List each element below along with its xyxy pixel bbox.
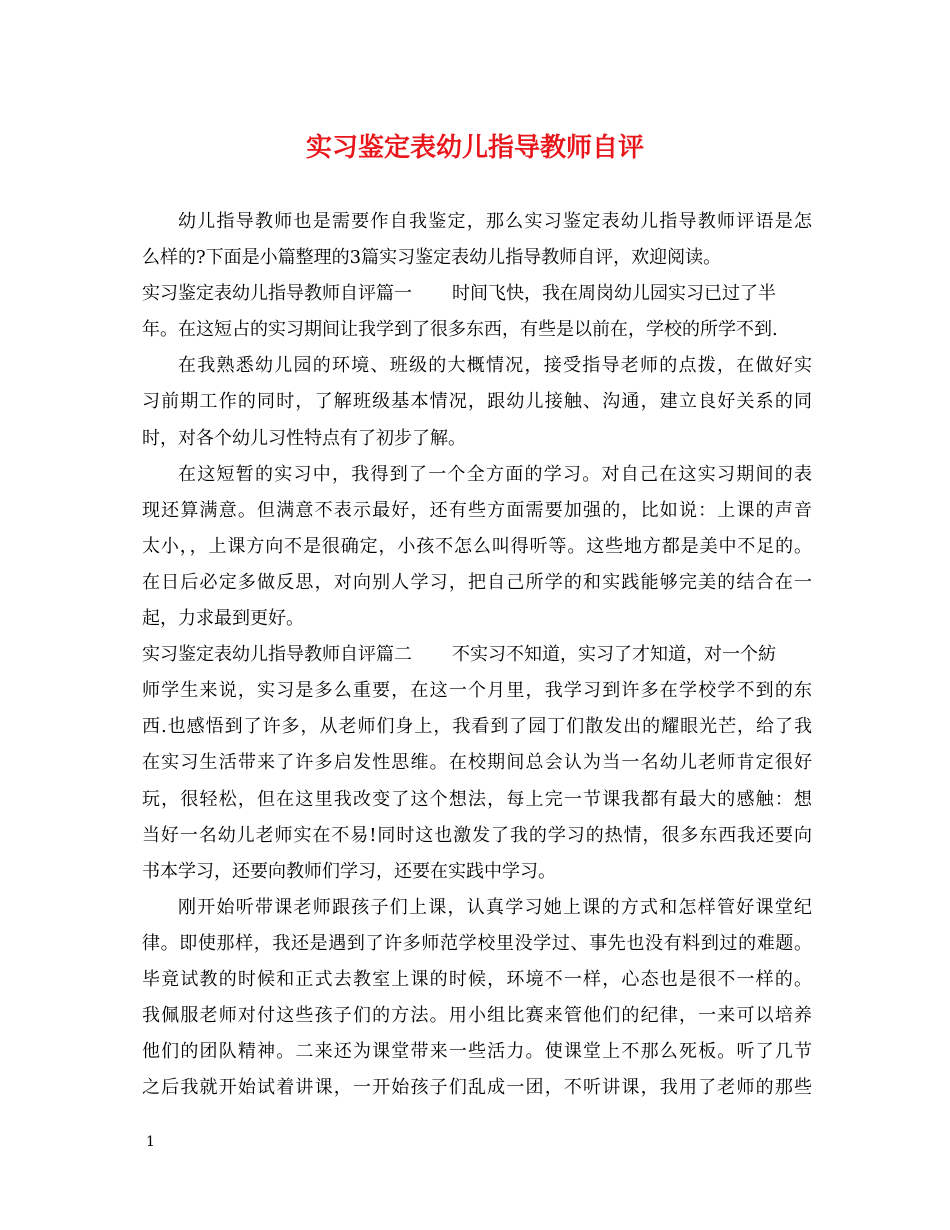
section-2-line-2: 西.也感悟到了许多，从老师们身上，我看到了园丁们散发出的耀眼光芒，给了我 — [142, 716, 812, 738]
section-2-line-1: 师学生来说，实习是多么重要，在这一个月里，我学习到许多在学校学不到的东 — [142, 680, 812, 702]
section-2-line-6: 书本学习，还要向教师们学习，还要在实践中学习。 — [142, 860, 556, 882]
intro-line-1: 幼儿指导教师也是需要作自我鉴定，那么实习鉴定表幼儿指导教师评语是怎 — [178, 211, 812, 232]
section-2-heading: 实习鉴定表幼儿指导教师自评篇二 — [142, 644, 412, 666]
section-2-line-4: 玩，很轻松，但在这里我改变了这个想法，每上完一节课我都有最大的感触：想 — [142, 788, 812, 810]
paragraph-3-line-5: 起，力求最到更好。 — [142, 608, 304, 630]
paragraph-3-line-4: 在日后必定多做反思，对向别人学习，把自己所学的和实践能够完美的结合在一 — [142, 571, 812, 593]
paragraph-5-line-4: 我佩服老师对付这些孩子们的方法。用小组比赛来管他们的纪律，一来可以培养 — [142, 1005, 812, 1027]
paragraph-2-line-2: 习前期工作的同时，了解班级基本情况，跟幼儿接触、沟通，建立良好关系的同 — [142, 391, 812, 413]
paragraph-5-line-6: 之后我就开始试着讲课，一开始孩子们乱成一团，不听讲课，我用了老师的那些 — [142, 1077, 812, 1099]
section-2-line-3: 在实习生活带来了许多启发性思维。在校期间总会认为当一名幼儿老师肯定很好 — [142, 752, 812, 774]
document-title: 实习鉴定表幼儿指导教师自评 — [305, 133, 644, 163]
section-2-first-line — [142, 637, 812, 673]
paragraph-2-line-1: 在我熟悉幼儿园的环境、班级的大概情况，接受指导老师的点拨，在做好实 — [178, 355, 812, 377]
section-1-first-line — [142, 276, 812, 312]
paragraph-3-line-2: 现还算满意。但满意不表示最好，还有些方面需要加强的，比如说：上课的声音 — [142, 499, 812, 521]
paragraph-2-line-3: 时，对各个幼儿习性特点有了初步了解。 — [142, 427, 466, 449]
section-1-first-text: 时间飞快，我在周岗幼儿园实习已过了半 — [452, 283, 776, 305]
page-number: 1 — [146, 1134, 155, 1150]
intro-line-2: 么样的?下面是小篇整理的3篇实习鉴定表幼儿指导教师自评，欢迎阅读。 — [142, 247, 722, 269]
paragraph-5-line-5: 他们的团队精神。二来还为课堂带来一些活力。使课堂上不那么死板。听了几节 — [142, 1041, 812, 1063]
document-body — [142, 204, 812, 1106]
paragraph-5-line-2: 律。即使那样，我还是遇到了许多师范学校里没学过、事先也没有料到过的难题。 — [142, 932, 812, 954]
paragraph-3-line-3: 太小，，上课方向不是很确定，小孩不怎么叫得听等。这些地方都是美中不足的。 — [142, 535, 812, 557]
paragraph-5-line-1: 刚开始听带课老师跟孩子们上课，认真学习她上课的方式和怎样管好课堂纪 — [178, 896, 812, 918]
paragraph-5-line-3: 毕竟试教的时候和正式去教室上课的时候，环境不一样，心态也是很不一样的。 — [142, 968, 812, 990]
section-1-heading: 实习鉴定表幼儿指导教师自评篇一 — [142, 283, 412, 305]
section-2-line-5: 当好一名幼儿老师实在不易!同时这也激发了我的学习的热情，很多东西我还要向 — [142, 824, 812, 846]
paragraph-3-line-1: 在这短暂的实习中，我得到了一个全方面的学习。对自己在这实习期间的表 — [178, 463, 812, 485]
section-1-line: 年。在这短占的实习期间让我学到了很多东西，有些是以前在，学校的所学不到. — [142, 319, 778, 341]
section-2-first-text: 不实习不知道，实习了才知道，对一个紡 — [452, 644, 776, 666]
